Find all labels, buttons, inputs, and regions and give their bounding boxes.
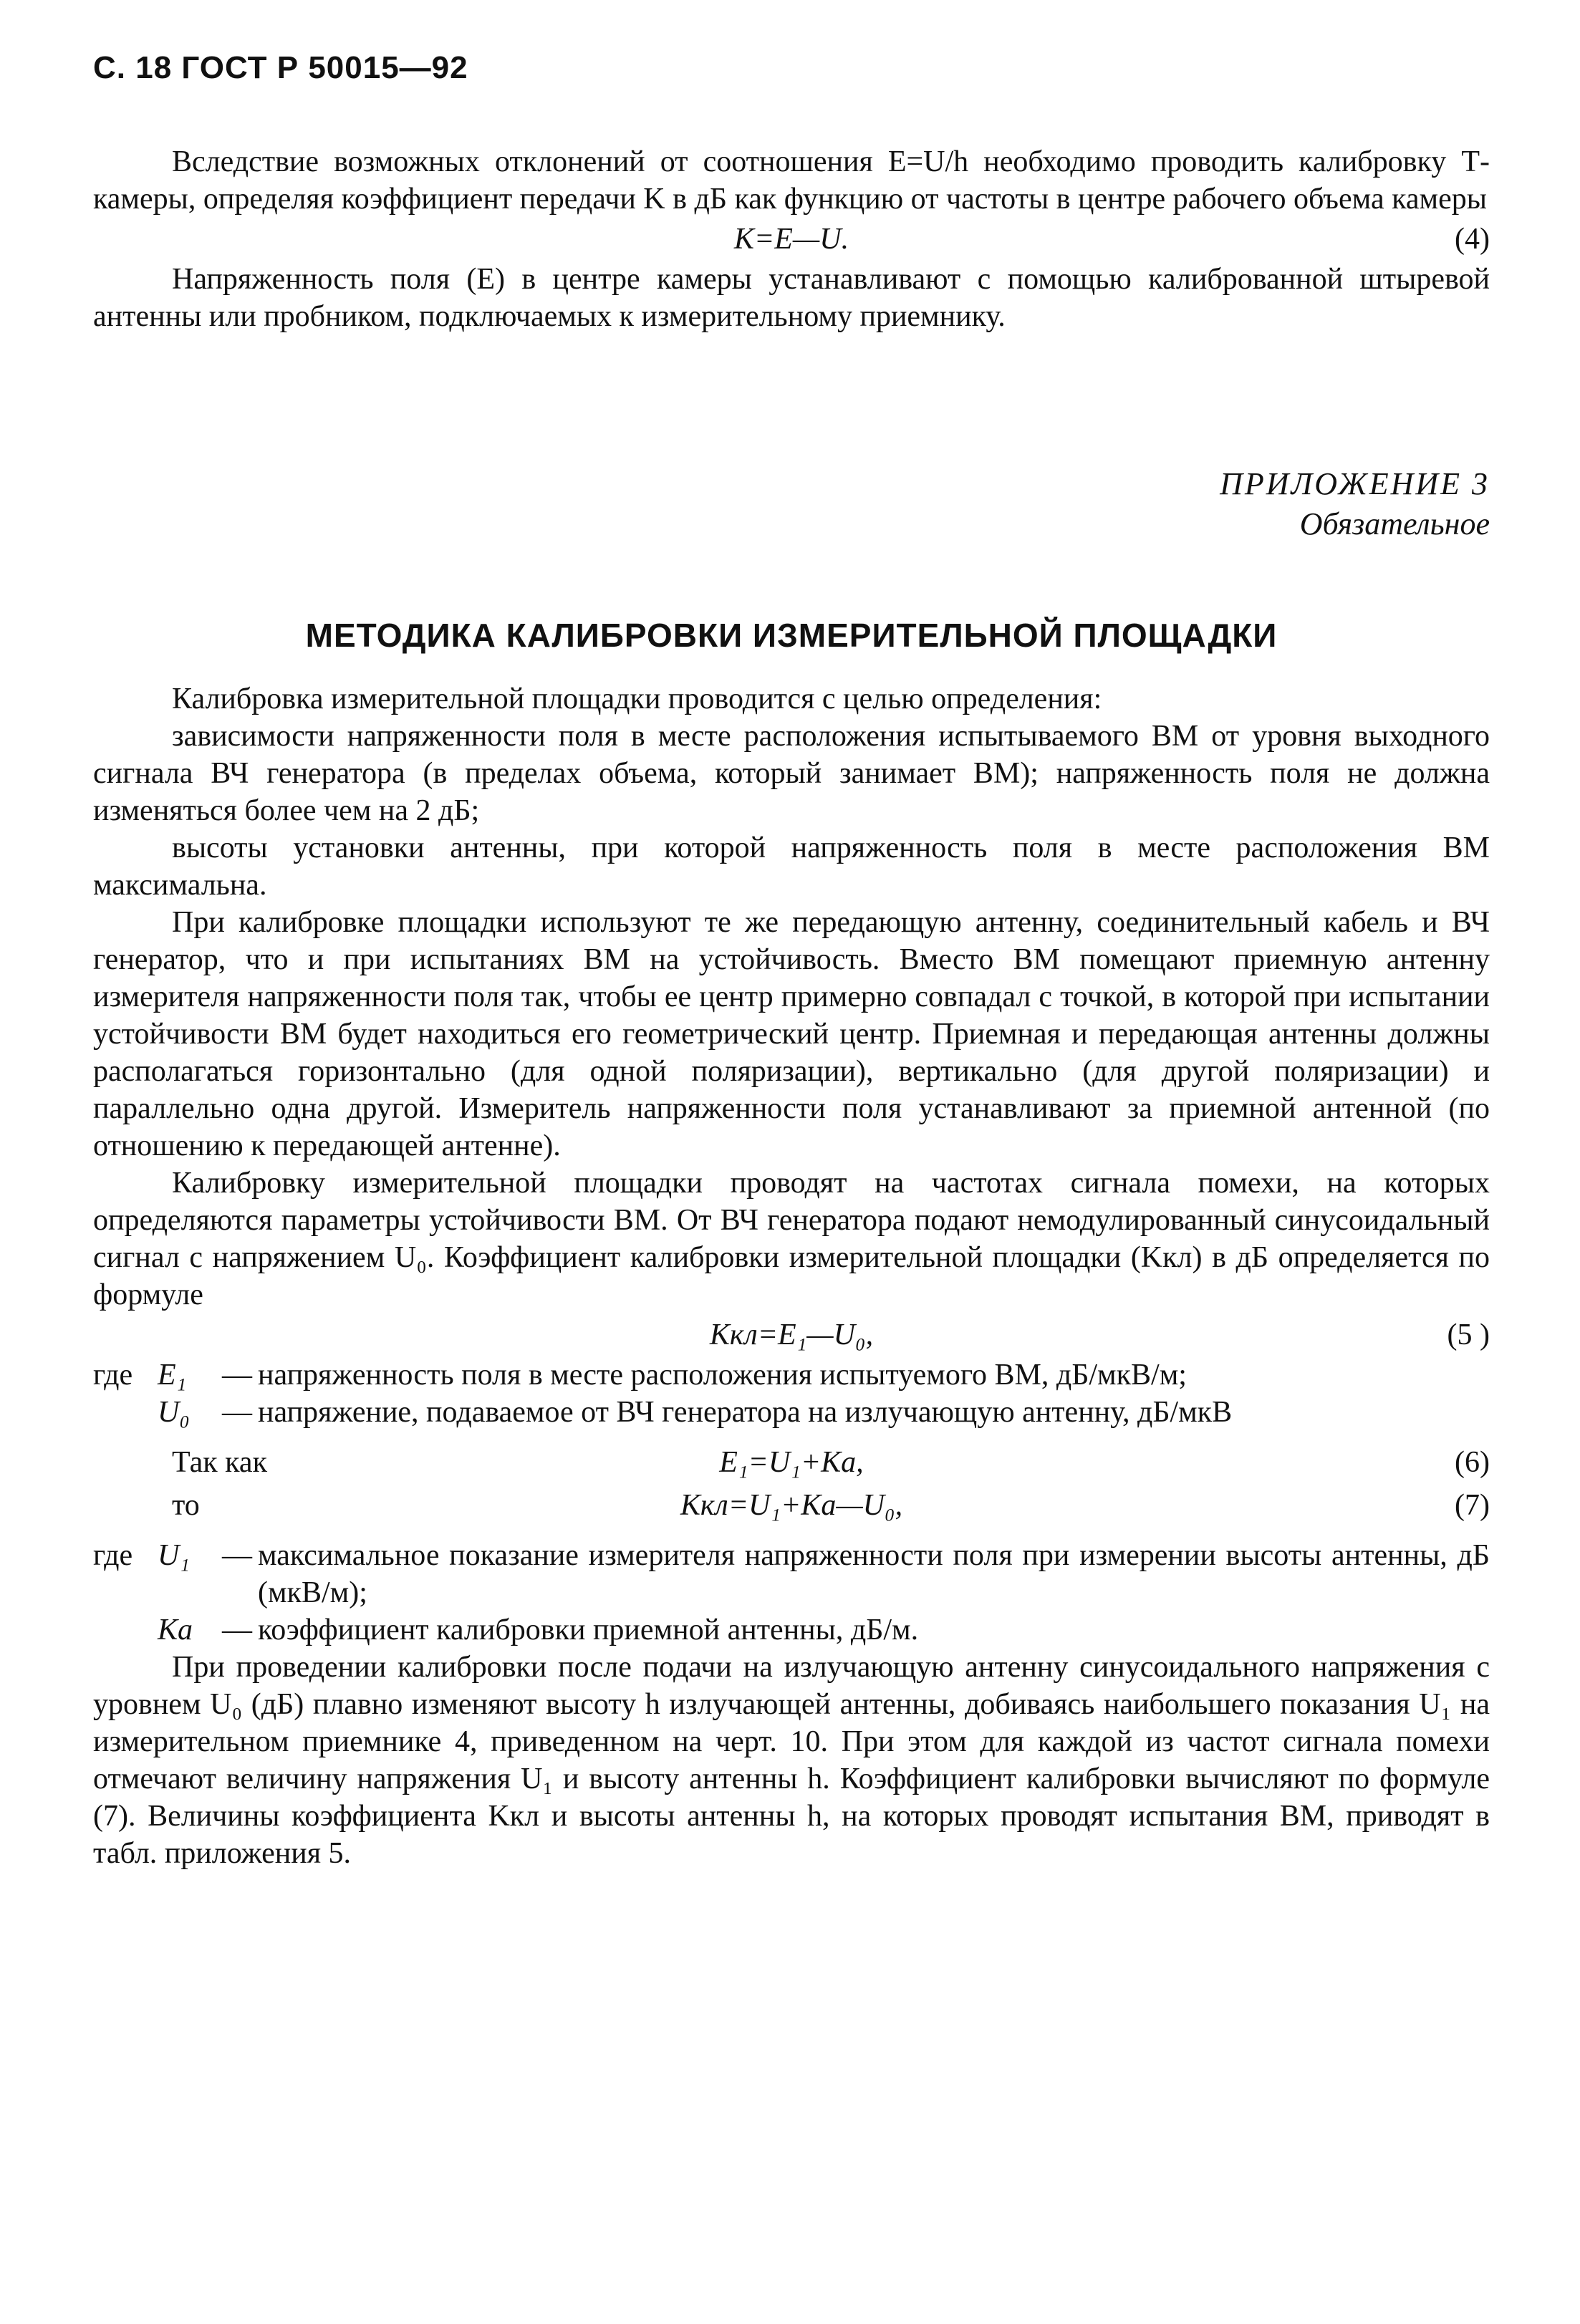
- definitions-list-2: [93, 1537, 1490, 1649]
- definition-lead: [93, 1611, 158, 1649]
- definition-dash: —: [222, 1359, 252, 1392]
- definitions-list-1: [93, 1356, 1490, 1431]
- spacer: [93, 1527, 1490, 1537]
- section-title: МЕТОДИКА КАЛИБРОВКИ ИЗМЕРИТЕЛЬНОЙ ПЛОЩАДКИ: [305, 617, 1278, 654]
- page-header: С. 18 ГОСТ Р 50015—92: [93, 50, 468, 85]
- equation-7-number: (7): [1455, 1489, 1490, 1522]
- definition-symbol: Kа: [158, 1614, 193, 1646]
- equation-4-formula: K=E—U.: [733, 223, 849, 256]
- definition-symbol: E₁: [158, 1359, 187, 1392]
- definition-symbol: U₁: [158, 1539, 190, 1572]
- section-paragraph-3: высоты установки антенны, при которой напряженность поля в месте расположения ВМ максимальна.: [93, 831, 1490, 902]
- appendix-status: Обязательное: [1299, 506, 1490, 541]
- definition-text: коэффициент калибровки приемной антенны, дБ/м.: [258, 1614, 919, 1646]
- definition-dash: —: [222, 1539, 252, 1572]
- definition-dash: —: [222, 1614, 252, 1646]
- equation-5: [93, 1313, 1490, 1356]
- definition-text: максимальное показание измерителя напряженности поля при измерении высоты антенны, дБ (мкВ/м);: [258, 1539, 1490, 1609]
- intro-paragraph-1: Вследствие возможных отклонений от соотношения E=U/h необходимо проводить калибровку Т-камеры, определяя коэффициент передачи K в дБ как функцию от частоты в центре рабочего объема камеры: [93, 145, 1490, 216]
- equation-6-formula: E₁=U₁+Kа,: [719, 1446, 864, 1479]
- definition-symbol: U₀: [158, 1396, 190, 1429]
- equation-5-number: (5 ): [1447, 1318, 1490, 1351]
- definition-lead: [93, 1394, 158, 1431]
- section-paragraph-2: зависимости напряженности поля в месте расположения испытываемого ВМ от уровня выходного сигнала ВЧ генератора (в пределах объема, который занимает ВМ); напряженность поля не должна изменяться более чем на 2 дБ;: [93, 720, 1490, 827]
- equation-6-number: (6): [1455, 1446, 1490, 1479]
- definition-lead: где: [93, 1539, 133, 1572]
- section-paragraph-1: Калибровка измерительной площадки проводится с целью определения:: [172, 683, 1102, 715]
- spacer: [93, 335, 1490, 464]
- definition-text: напряженность поля в месте расположения испытуемого ВМ, дБ/мкВ/м;: [258, 1359, 1187, 1392]
- equation-4-number: (4): [1455, 223, 1490, 256]
- intro-paragraph-2: Напряженность поля (E) в центре камеры устанавливают с помощью калиброванной штыревой антенны или пробником, подключаемых к измерительному приемнику.: [93, 263, 1490, 333]
- section-paragraph-5: Калибровку измерительной площадки проводят на частотах сигнала помехи, на которых определяются параметры устойчивости ВМ. От ВЧ генератора подают немодулированный синусоидальный сигнал с напряжением U₀. Коэффициент калибровки измерительной площадки (Kкл) в дБ определяется по формуле: [93, 1167, 1490, 1311]
- section-paragraph-4: При калибровке площадки используют те же передающую антенну, соединительный кабель и ВЧ генератор, что и при испытаниях ВМ на устойчивость. Вместо ВМ помещают приемную антенну измерителя напряженности поля так, чтобы ее центр примерно совпадал с точкой, в которой при испытании устойчивости ВМ будет находиться его геометрический центр. Приемная и передающая антенны должны располагаться горизонтально (для одной поляризации), вертикально (для другой поляризации) и параллельно одна другой. Измеритель напряженности поля устанавливают за приемной антенной (по отношению к передающей антенне).: [93, 906, 1490, 1162]
- definition-dash: —: [222, 1396, 252, 1429]
- definition-text: напряжение, подаваемое от ВЧ генератора на излучающую антенну, дБ/мкВ: [258, 1396, 1233, 1429]
- appendix-label: ПРИЛОЖЕНИЕ 3: [1220, 466, 1490, 501]
- equation-7: [93, 1484, 1490, 1527]
- spacer: [93, 1431, 1490, 1441]
- equation-5-formula: Kкл=E₁—U₀,: [709, 1318, 874, 1351]
- document-page: [93, 50, 1490, 1872]
- section-paragraph-6: При проведении калибровки после подачи на излучающую антенну синусоидального напряжения с уровнем U₀ (дБ) плавно изменяют высоту h излучающей антенны, добиваясь наибольшего показания U₁ на измерительном приемнике 4, приведенном на черт. 10. При этом для каждой из частот сигнала помехи отмечают величину напряжения U₁ и высоту антенны h. Коэффициент калибровки вычисляют по формуле (7). Величины коэффициента Kкл и высоты антенны h, на которых проводят испытания ВМ, приводят в табл. приложения 5.: [93, 1651, 1490, 1870]
- equation-4: [93, 218, 1490, 261]
- equation-7-lead: то: [172, 1489, 200, 1522]
- equation-6: [93, 1441, 1490, 1484]
- equation-7-formula: Kкл=U₁+Kа—U₀,: [680, 1489, 903, 1522]
- equation-6-lead: Так как: [172, 1446, 267, 1479]
- appendix-heading: [93, 464, 1490, 544]
- definition-lead: где: [93, 1359, 133, 1392]
